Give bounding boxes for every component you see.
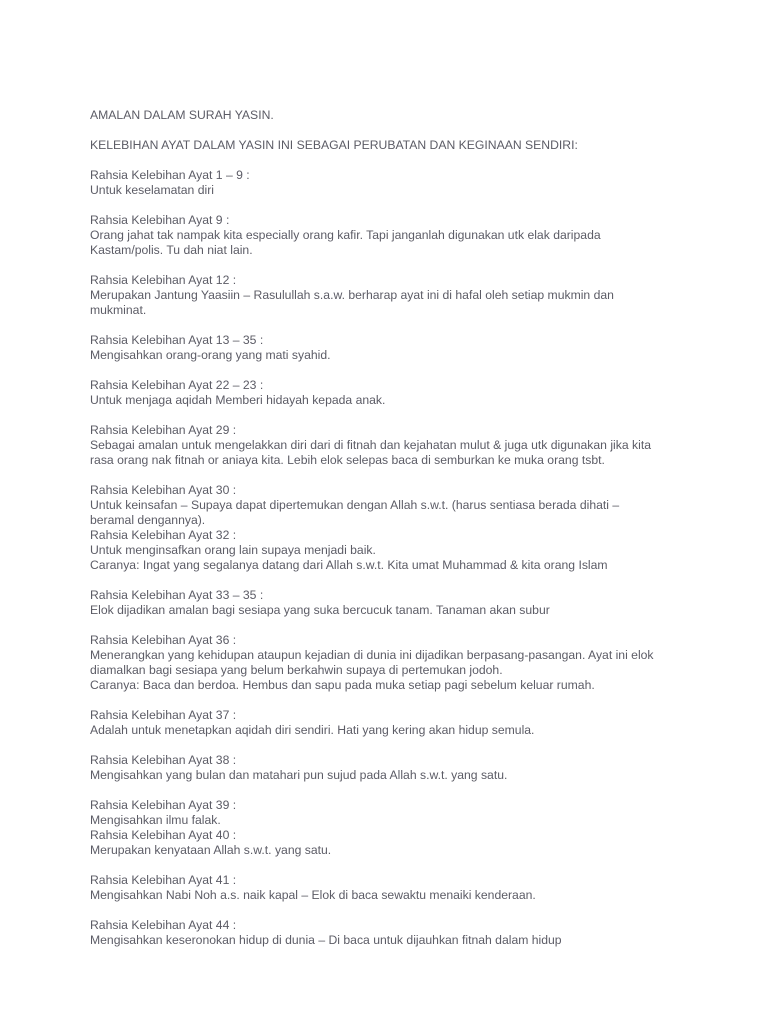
- verse-text: Rahsia Kelebihan Ayat 32 :: [90, 528, 237, 542]
- verse-text: Mengisahkan keseronokan hidup di dunia – Di baca untuk dijauhkan fitnah dalam hidup: [90, 933, 562, 947]
- verse-heading: Rahsia Kelebihan Ayat 12 :: [90, 273, 237, 287]
- verse-heading: Rahsia Kelebihan Ayat 36 :: [90, 633, 237, 647]
- verse-text: Orang jahat tak nampak kita especially orang kafir. Tapi janganlah digunakan utk elak daripada: [90, 228, 601, 242]
- verse-block: [90, 273, 690, 318]
- verse-heading: Rahsia Kelebihan Ayat 13 – 35 :: [90, 333, 264, 347]
- verse-heading: Rahsia Kelebihan Ayat 37 :: [90, 708, 237, 722]
- verse-heading: Rahsia Kelebihan Ayat 33 – 35 :: [90, 588, 264, 602]
- spacer: [90, 258, 690, 273]
- verse-heading: Rahsia Kelebihan Ayat 22 – 23 :: [90, 378, 264, 392]
- verse-block: [90, 798, 690, 858]
- verse-block: [90, 918, 690, 948]
- verse-text: Mengisahkan Nabi Noh a.s. naik kapal – Elok di baca sewaktu menaiki kenderaan.: [90, 888, 536, 902]
- document-title: AMALAN DALAM SURAH YASIN.: [90, 108, 274, 122]
- verse-block: [90, 633, 690, 693]
- verse-block: [90, 213, 690, 258]
- verse-block: [90, 483, 690, 573]
- verse-text: Sebagai amalan untuk mengelakkan diri dari di fitnah dan kejahatan mulut & juga utk digunakan jika kita: [90, 438, 651, 452]
- spacer: [90, 153, 690, 168]
- verse-heading: Rahsia Kelebihan Ayat 1 – 9 :: [90, 168, 250, 182]
- verse-block: [90, 588, 690, 618]
- verse-block: [90, 873, 690, 903]
- verse-heading: Rahsia Kelebihan Ayat 38 :: [90, 753, 237, 767]
- verse-text: mukminat.: [90, 303, 147, 317]
- verse-heading: Rahsia Kelebihan Ayat 41 :: [90, 873, 237, 887]
- spacer: [90, 783, 690, 798]
- verse-text: Merupakan Jantung Yaasiin – Rasulullah s.a.w. berharap ayat ini di hafal oleh setiap mukmin dan: [90, 288, 614, 302]
- verse-text: Mengisahkan ilmu falak.: [90, 813, 221, 827]
- verse-block: [90, 753, 690, 783]
- spacer: [90, 198, 690, 213]
- spacer: [90, 468, 690, 483]
- spacer: [90, 858, 690, 873]
- spacer: [90, 693, 690, 708]
- verse-text: Untuk menginsafkan orang lain supaya menjadi baik.: [90, 543, 376, 557]
- spacer: [90, 618, 690, 633]
- verse-heading: Rahsia Kelebihan Ayat 39 :: [90, 798, 237, 812]
- verse-text: Untuk keinsafan – Supaya dapat dipertemukan dengan Allah s.w.t. (harus sentiasa berada dihati –: [90, 498, 620, 512]
- spacer: [90, 738, 690, 753]
- verse-text: Adalah untuk menetapkan aqidah diri sendiri. Hati yang kering akan hidup semula.: [90, 723, 535, 737]
- spacer: [90, 573, 690, 588]
- verse-text: Menerangkan yang kehidupan ataupun kejadian di dunia ini dijadikan berpasang-pasangan. Ayat ini elok: [90, 648, 654, 662]
- verse-block: [90, 708, 690, 738]
- document-body: [90, 108, 690, 948]
- verse-text: Mengisahkan yang bulan dan matahari pun sujud pada Allah s.w.t. yang satu.: [90, 768, 508, 782]
- spacer: [90, 408, 690, 423]
- verse-block: [90, 333, 690, 363]
- verse-text: Untuk menjaga aqidah Memberi hidayah kepada anak.: [90, 393, 386, 407]
- verse-text: Untuk keselamatan diri: [90, 183, 214, 197]
- verse-text: beramal dengannya).: [90, 513, 206, 527]
- spacer: [90, 903, 690, 918]
- spacer: [90, 318, 690, 333]
- verse-list: [90, 168, 690, 948]
- verse-text: Mengisahkan orang-orang yang mati syahid.: [90, 348, 331, 362]
- verse-text: Caranya: Baca dan berdoa. Hembus dan sapu pada muka setiap pagi sebelum keluar rumah.: [90, 678, 595, 692]
- document-subtitle: KELEBIHAN AYAT DALAM YASIN INI SEBAGAI PERUBATAN DAN KEGINAAN SENDIRI:: [90, 138, 578, 152]
- verse-text: diamalkan bagi sesiapa yang belum berkahwin supaya di pertemukan jodoh.: [90, 663, 503, 677]
- verse-text: rasa orang nak fitnah or aniaya kita. Lebih elok selepas baca di semburkan ke muka orang tsbt.: [90, 453, 605, 467]
- verse-text: Rahsia Kelebihan Ayat 40 :: [90, 828, 237, 842]
- spacer: [90, 363, 690, 378]
- verse-heading: Rahsia Kelebihan Ayat 9 :: [90, 213, 230, 227]
- spacer: [90, 123, 690, 138]
- verse-block: [90, 168, 690, 198]
- verse-text: Merupakan kenyataan Allah s.w.t. yang satu.: [90, 843, 332, 857]
- verse-text: Elok dijadikan amalan bagi sesiapa yang suka bercucuk tanam. Tanaman akan subur: [90, 603, 550, 617]
- verse-text: Caranya: Ingat yang segalanya datang dari Allah s.w.t. Kita umat Muhammad & kita orang Islam: [90, 558, 608, 572]
- verse-block: [90, 378, 690, 408]
- verse-heading: Rahsia Kelebihan Ayat 30 :: [90, 483, 237, 497]
- verse-heading: Rahsia Kelebihan Ayat 29 :: [90, 423, 237, 437]
- verse-heading: Rahsia Kelebihan Ayat 44 :: [90, 918, 237, 932]
- verse-text: Kastam/polis. Tu dah niat lain.: [90, 243, 253, 257]
- verse-block: [90, 423, 690, 468]
